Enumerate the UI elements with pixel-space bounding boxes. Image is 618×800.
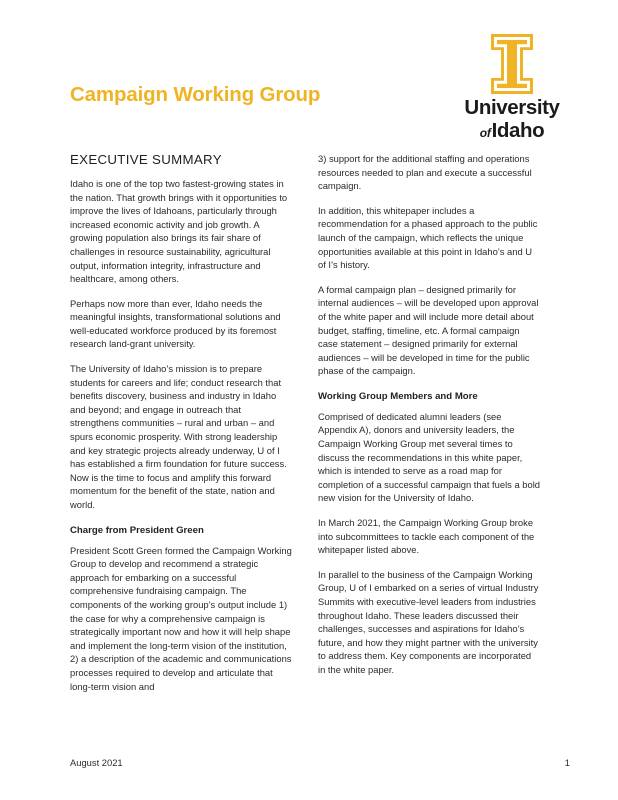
page-title: Campaign Working Group [70,83,321,106]
wordmark-of: of [479,125,491,140]
wordmark-of-idaho [454,118,570,142]
paragraph: 3) support for the additional staffing and operations resources needed to plan and execute a successful campaign. [318,153,532,192]
paragraph: Perhaps now more than ever, Idaho needs the meaningful insights, transformational solutions and well-educated workforce produced by its foremost research land-grant university. [70,297,281,350]
paragraph: President Scott Green formed the Campaign Working Group to develop and recommend a strategic approach for embarking on a successful comprehensive fundraising campaign. The components of the working group’s output include 1) the case for why a comprehensive campaign is strategically important now and how it will help shape and implement the long-term vision of the institution, 2) a description of the academic and communications processes required to develop and articulate that long-term vision and [70,544,292,692]
sub-heading-charge-from-president-green: Charge from President Green [70,524,204,536]
right-column [318,152,540,688]
paragraph: In parallel to the business of the Campaign Working Group, U of I embarked on a series of virtual Industry Summits with executive-level leaders from industries throughout Idaho. These leaders discussed their challenges, successes and aspirations for Idaho’s future, and how they might partner with the university to address them. Key components are incorporated in the white paper. [318,568,539,675]
block-i-logo-icon [489,32,535,96]
paragraph: The University of Idaho’s mission is to prepare students for careers and life; conduct research that benefits discovery, business and industry in Idaho and beyond; and engage in outreach that strengthens communities – rural and urban – and spurs economic prosperity. With strong leadership and key strategic projects already underway, U of I has established a firm foundation for future success. Now is the time to focus and amplify this forward momentum for the benefit of the state, nation and world. [70,363,287,511]
paragraph: A formal campaign plan – designed primarily for internal audiences – will be developed upon approval of the white paper and will include more detail about budget, staffing, timeline, etc. A formal campaign case statement – designed primarily for external audiences – will be developed in time for the public phase of the campaign. [318,283,539,377]
paragraph: In March 2021, the Campaign Working Group broke into subcommittees to tackle each component of the whitepaper listed above. [318,517,535,556]
wordmark-university: University [464,96,560,119]
section-heading-executive-summary: EXECUTIVE SUMMARY [70,152,222,167]
footer-date: August 2021 [70,756,123,768]
university-wordmark [454,98,570,141]
sub-heading-working-group-members-and-more: Working Group Members and More [318,390,478,402]
paragraph: In addition, this whitepaper includes a recommendation for a phased approach to the public launch of the campaign, which reflects the unique opportunities available at this point in Idaho’s and U of I’s history. [318,204,538,271]
page-number: 1 [564,756,570,768]
university-logo [454,32,570,142]
document-body [70,152,550,732]
paragraph: Idaho is one of the top two fastest-growing states in the nation. That growth brings with it opportunities to improve the lives of Idahoans, particularly through increased economic activity and job growth. A growing population also brings its fair share of challenges in resource sustainability, agricultural output, information integrity, infrastructure and healthcare, among others. [70,177,288,285]
left-column [70,152,292,704]
wordmark-idaho: Idaho [491,118,545,142]
page-header [0,0,618,150]
paragraph: Comprised of dedicated alumni leaders (see Appendix A), donors and university leaders, the Campaign Working Group met several times to discuss the recommendations in this white paper, which is intended to serve as a road map for completion of a successful campaign that fuels a bold new vision for the University of Idaho. [318,410,541,504]
